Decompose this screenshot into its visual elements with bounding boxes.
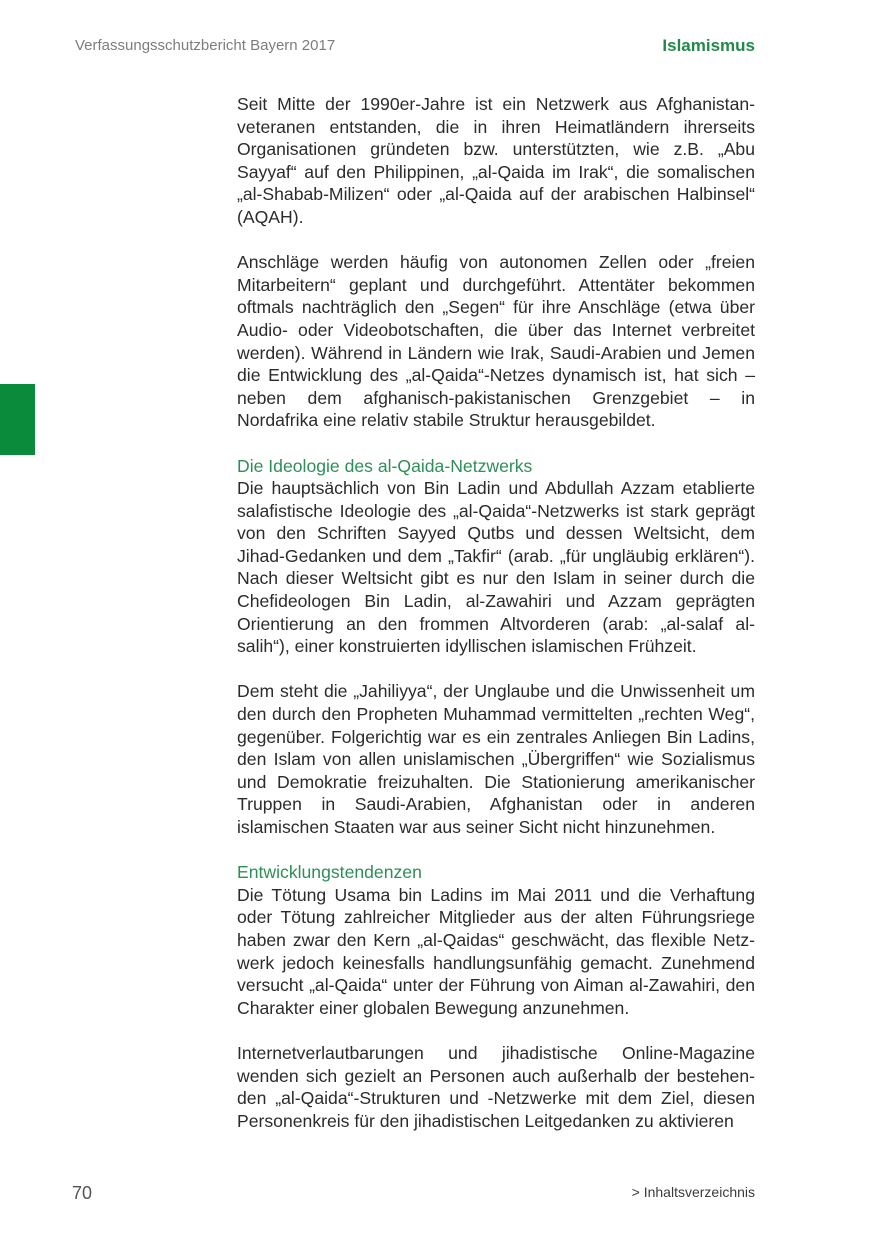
paragraph: Die Tötung Usama bin Ladins im Mai 2011 und die Verhaftung oder Tötung zahlreicher Mitglieder aus der alten Führungsriege haben zwar den Kern „al-Qaidas“ geschwächt, das flexible Netzwerk jedoch keinesfalls handlungsunfähig gemacht. Zunehmend versucht „al-Qaida“ unter der Führung von Aiman al-Zawahiri, den Charakter einer globalen Bewegung anzunehmen. bbox=[237, 884, 755, 1018]
chapter-marker-tab bbox=[0, 384, 35, 455]
main-text bbox=[237, 93, 755, 1132]
paragraph: Dem steht die „Jahiliyya“, der Unglaube und die Unwissenheit um den durch den Propheten Muhammad vermittelten „rechten Weg“, gegenüber. Folgerichtig war es ein zentrales Anliegen Bin Ladins, den Islam von allen unislamischen „Übergriffen“ wie Sozialismus und Demokratie freizuhalten. Die Stationierung amerikanischer Truppen in Saudi-Arabien, Afghanistan oder in anderen islamischen Staaten war aus seiner Sicht nicht hinzunehmen. bbox=[237, 681, 755, 837]
table-of-contents-link[interactable]: > Inhaltsverzeichnis bbox=[631, 1184, 755, 1200]
section-heading: Die Ideologie des al-Qaida-Netzwerks bbox=[237, 455, 533, 476]
paragraph: Die hauptsächlich von Bin Ladin und Abdullah Azzam etablierte salafistische Ideologie des „al-Qaida“-Netzwerks ist stark geprägt von den Schriften Sayyed Qutbs und dessen Weltsicht, dem Jihad-Gedanken und dem „Takfir“ (arab. „für ungläubig erklären“). Nach dieser Weltsicht gibt es nur den Islam in seiner durch die Chefideologen Bin Ladin, al-Zawahiri und Azzam geprägten Orientierung an den frommen Altvorderen (arab: „al-salaf al-salih“), einer konstruierten idyllischen islamischen Frühzeit. bbox=[237, 478, 755, 657]
paragraph: Internetverlautbarungen und jihadistische Online-Magazine wenden sich gezielt an Personen auch außerhalb der bestehenden „al-Qaida“-Strukturen und -Netzwerke mit dem Ziel, diesen Personenkreis für den jihadistischen Leitgedanken zu aktivieren bbox=[237, 1042, 755, 1131]
section-title: Islamismus bbox=[662, 36, 755, 55]
paragraph: Seit Mitte der 1990er-Jahre ist ein Netzwerk aus Afghanistanveteranen entstanden, die in ihren Heimatländern ihrerseits Organisationen gründeten bzw. unterstützten, wie z.B. „Abu Sayyaf“ auf den Philippinen, „al-Qaida im Irak“, die somalischen „al-Shabab-Milizen“ oder „al-Qaida auf der arabischen Halbinsel“ (AQAH). bbox=[237, 94, 755, 227]
page-number: 70 bbox=[72, 1183, 93, 1203]
section-heading: Entwicklungstendenzen bbox=[237, 862, 422, 883]
document-title: Verfassungsschutzbericht Bayern 2017 bbox=[75, 37, 336, 54]
paragraph: Anschläge werden häufig von autonomen Zellen oder „freien Mitarbeitern“ geplant und durchgeführt. Attentäter bekommen oftmals nachträglich den „Segen“ für ihre Anschläge (etwa über Audio- oder Videobotschaften, die über das Internet verbreitet werden). Während in Ländern wie Irak, Saudi-Arabien und Jemen die Entwicklung des „al-Qaida“-Netzes dynamisch ist, hat sich – neben dem afghanisch-pakistanischen Grenzgebiet – in Nordafrika eine relativ stabile Struktur herausgebildet. bbox=[237, 252, 755, 431]
